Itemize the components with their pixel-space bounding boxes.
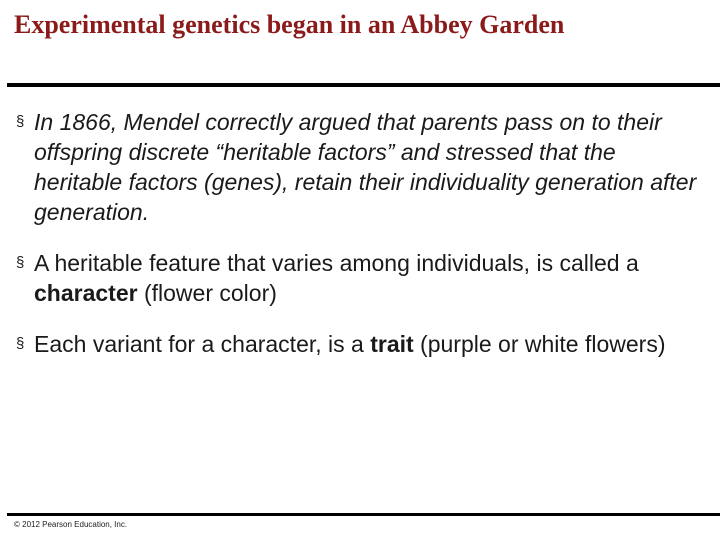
bullet-marker-icon: § [16, 335, 25, 352]
slide-title: Experimental genetics began in an Abbey Garden [14, 10, 565, 39]
bullet-character [16, 248, 706, 308]
bullet-text-before: Each variant for a character, is a [34, 331, 371, 357]
bullet-trait [16, 329, 706, 359]
bullet-mendel [16, 107, 706, 227]
bullet-list [16, 107, 706, 359]
bullet-text-after: (flower color) [137, 280, 277, 306]
bullet-text-before: A heritable feature that varies among individuals, is called a [34, 250, 639, 276]
term-trait: trait [370, 331, 414, 357]
title-divider [7, 83, 720, 87]
term-character: character [34, 280, 138, 306]
copyright-footer: © 2012 Pearson Education, Inc. [14, 520, 128, 529]
bullet-marker-icon: § [16, 254, 25, 271]
bullet-text-after: (purple or white flowers) [413, 331, 666, 357]
bullet-marker-icon: § [16, 113, 25, 130]
bullet-text: In 1866, Mendel correctly argued that parents pass on to their offspring discrete “heritable factors” and stressed that the heritable factors (genes), retain their individuality generation after generation. [34, 109, 697, 225]
footer-divider [7, 513, 720, 516]
